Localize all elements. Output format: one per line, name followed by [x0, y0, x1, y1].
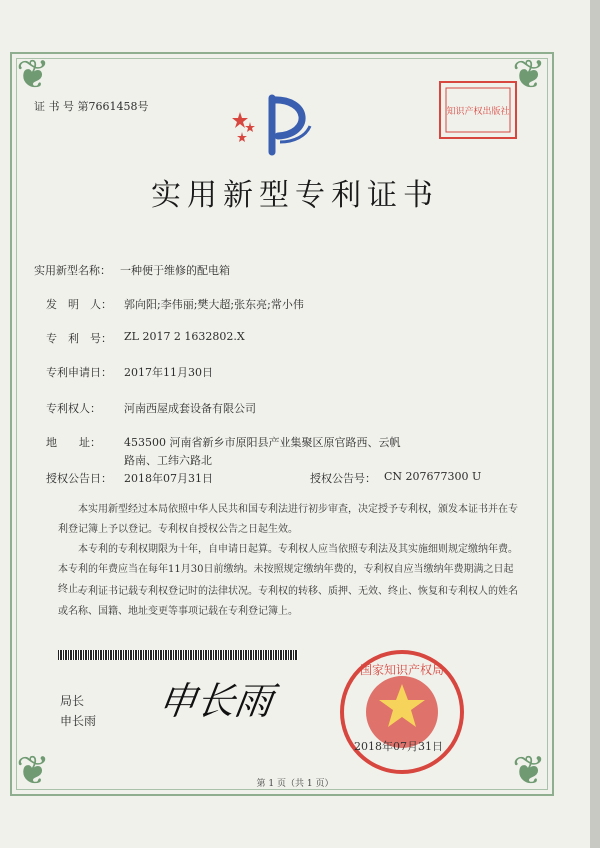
- stamp-text: 知识产权出版社: [446, 107, 510, 117]
- field-value-patent-no: ZL 2017 2 1632802.X: [124, 330, 245, 343]
- page-edge: [590, 0, 600, 848]
- field-label-inventors: 发 明 人：: [46, 298, 112, 311]
- field-label-apply-date: 专利申请日：: [46, 366, 112, 379]
- field-label-name: 实用新型名称：: [34, 264, 111, 277]
- legal-paragraph-2: 本专利的专利权期限为十年，自申请日起算。专利权人应当依照专利法及其实施细则规定缴纳年费。本专利的年费应当在每年11月30日前缴纳。未按照规定缴纳年费的，专利权自应当缴纳年费期满之日起终止。: [58, 544, 518, 595]
- seal-date: 2018年07月31日: [354, 740, 443, 753]
- barcode: [58, 650, 298, 660]
- field-value-grant-date: 2018年07月31日: [124, 472, 213, 485]
- publisher-stamp: [436, 78, 520, 142]
- corner-ornament-icon: ❦: [16, 52, 50, 98]
- corner-ornament-icon: ❦: [16, 748, 50, 794]
- seal-text: 国家知识产权局: [359, 663, 445, 677]
- field-label-owner: 专利权人：: [46, 402, 101, 415]
- corner-ornament-icon: ❦: [512, 748, 546, 794]
- page-footer: 第 1 页（共 1 页）: [256, 779, 334, 789]
- field-label-address: 地 址：: [46, 436, 101, 449]
- field-value-address-line1: 453500 河南省新乡市原阳县产业集聚区原官路西、云帆: [124, 436, 401, 449]
- svg-text:申长雨: 申长雨: [155, 680, 276, 724]
- certificate-number: 证 书 号 第7661458号: [34, 100, 149, 113]
- corner-ornament-icon: ❦: [512, 52, 546, 98]
- field-label-patent-no: 专 利 号：: [46, 332, 112, 345]
- patent-office-logo: [228, 92, 324, 156]
- signatory-role: 局长: [60, 694, 85, 708]
- official-seal: [338, 648, 466, 776]
- field-value-inventors: 郭向阳;李伟丽;樊大超;张东亮;常小伟: [124, 298, 304, 311]
- legal-paragraph-1: 本实用新型经过本局依照中华人民共和国专利法进行初步审查，决定授予专利权，颁发本证书并在专利登记簿上予以登记。专利权自授权公告之日起生效。: [58, 504, 518, 535]
- legal-paragraph-3: 专利证书记载专利权登记时的法律状况。专利权的转移、质押、无效、终止、恢复和专利权人的姓名或名称、国籍、地址变更等事项记载在专利登记簿上。: [58, 586, 518, 617]
- field-value-pub-no: CN 207677300 U: [384, 470, 482, 483]
- field-value-address-line2: 路南、工纬六路北: [124, 454, 212, 467]
- signatory-name: 申长雨: [60, 714, 97, 728]
- field-value-name: 一种便于维修的配电箱: [120, 264, 230, 277]
- field-label-pub-no: 授权公告号：: [310, 472, 376, 485]
- field-value-apply-date: 2017年11月30日: [124, 366, 213, 379]
- field-value-owner: 河南西屋成套设备有限公司: [124, 402, 256, 415]
- field-label-grant-date: 授权公告日：: [46, 472, 112, 485]
- handwritten-signature: [150, 670, 290, 730]
- certificate-title: 实用新型专利证书: [151, 178, 439, 213]
